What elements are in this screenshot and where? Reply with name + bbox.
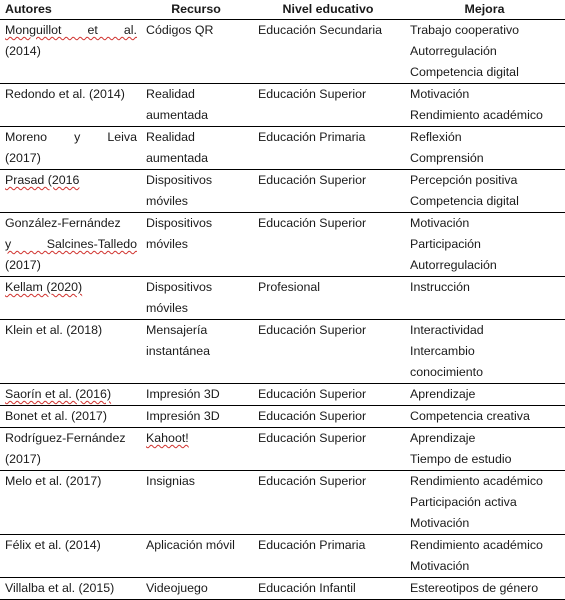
cell-autores	[0, 471, 140, 535]
cell-mejora	[404, 406, 565, 428]
recurso-line: Insignias	[146, 474, 195, 488]
autores-line: González-Fernández	[5, 216, 121, 230]
autores-line: (2017)	[5, 258, 41, 272]
cell-mejora	[404, 277, 565, 320]
recurso-line: Dispositivos	[146, 216, 213, 230]
cell-autores	[0, 384, 140, 406]
recurso-line: Realidad	[146, 87, 195, 101]
recurso-line: móviles	[146, 194, 188, 208]
recurso-line: Mensajería	[146, 323, 208, 337]
table-row	[0, 213, 565, 277]
cell-autores	[0, 320, 140, 384]
autores-line: Prasad (2016	[5, 173, 80, 187]
cell-recurso	[140, 578, 252, 600]
table-row	[0, 170, 565, 213]
recurso-line: Kahoot!	[146, 431, 189, 445]
recurso-line: aumentada	[146, 151, 209, 165]
mejora-line: Aprendizaje	[410, 431, 476, 445]
cell-autores	[0, 213, 140, 277]
cell-mejora	[404, 20, 565, 84]
autores-line: Félix et al. (2014)	[5, 538, 101, 552]
autores-line: (2017)	[5, 452, 41, 466]
mejora-line: Tiempo de estudio	[410, 452, 512, 466]
mejora-line: Rendimiento académico	[410, 474, 543, 488]
autores-line: (2017)	[5, 151, 41, 165]
autores-line: Bonet et al. (2017)	[5, 409, 107, 423]
cell-nivel: Profesional	[252, 277, 404, 320]
cell-recurso	[140, 320, 252, 384]
mejora-line: Interactividad	[410, 323, 484, 337]
table-row	[0, 84, 565, 127]
mejora-line: Autorregulación	[410, 44, 497, 58]
header-nivel: Nivel educativo	[252, 0, 404, 20]
table-row	[0, 277, 565, 320]
cell-mejora	[404, 384, 565, 406]
recurso-line: Dispositivos	[146, 280, 213, 294]
cell-recurso	[140, 406, 252, 428]
header-row	[0, 0, 565, 20]
cell-autores	[0, 535, 140, 578]
cell-recurso	[140, 127, 252, 170]
cell-nivel: Educación Primaria	[252, 127, 404, 170]
autores-line: Redondo et al. (2014)	[5, 87, 125, 101]
cell-nivel: Educación Superior	[252, 384, 404, 406]
header-recurso: Recurso	[140, 0, 252, 20]
mejora-line: Motivación	[410, 559, 470, 573]
mejora-line: Competencia digital	[410, 65, 519, 79]
recurso-line: aumentada	[146, 108, 209, 122]
cell-nivel: Educación Superior	[252, 170, 404, 213]
table-row	[0, 20, 565, 84]
cell-autores	[0, 277, 140, 320]
cell-recurso	[140, 384, 252, 406]
mejora-line: Rendimiento académico	[410, 538, 543, 552]
cell-recurso	[140, 277, 252, 320]
mejora-line: Comprensión	[410, 151, 484, 165]
cell-recurso	[140, 213, 252, 277]
cell-autores	[0, 428, 140, 471]
recurso-line: móviles	[146, 237, 188, 251]
cell-autores	[0, 127, 140, 170]
autores-line: Saorín et al. (2016)	[5, 387, 112, 401]
cell-mejora	[404, 535, 565, 578]
mejora-line: Motivación	[410, 87, 470, 101]
cell-nivel: Educación Secundaria	[252, 20, 404, 84]
mejora-line: Participación	[410, 237, 481, 251]
cell-recurso	[140, 170, 252, 213]
recurso-line: instantánea	[146, 344, 211, 358]
cell-mejora	[404, 428, 565, 471]
table-row	[0, 406, 565, 428]
table-row	[0, 127, 565, 170]
cell-nivel: Educación Superior	[252, 406, 404, 428]
cell-mejora	[404, 320, 565, 384]
cell-nivel: Educación Superior	[252, 471, 404, 535]
table-row	[0, 384, 565, 406]
mejora-line: Aprendizaje	[410, 387, 476, 401]
mejora-line: Competencia digital	[410, 194, 519, 208]
recurso-line: Impresión 3D	[146, 387, 220, 401]
autores-line: Villalba et al. (2015)	[5, 581, 115, 595]
autores-line: Rodríguez-Fernández	[5, 431, 126, 445]
recurso-line: Dispositivos	[146, 173, 213, 187]
cell-nivel: Educación Superior	[252, 320, 404, 384]
cell-nivel: Educación Superior	[252, 84, 404, 127]
autores-line: y Salcines-Talledo	[5, 237, 137, 251]
table-row	[0, 428, 565, 471]
cell-recurso	[140, 20, 252, 84]
mejora-line: Motivación	[410, 516, 470, 530]
table-row	[0, 320, 565, 384]
mejora-line: Motivación	[410, 216, 470, 230]
mejora-line: Reflexión	[410, 130, 462, 144]
cell-nivel: Educación Superior	[252, 213, 404, 277]
recurso-line: Videojuego	[146, 581, 208, 595]
autores-line: Melo et al. (2017)	[5, 474, 102, 488]
cell-autores	[0, 170, 140, 213]
cell-mejora	[404, 578, 565, 600]
mejora-line: Estereotipos de género	[410, 581, 539, 595]
mejora-line: Autorregulación	[410, 258, 497, 272]
mejora-line: Trabajo cooperativo	[410, 23, 520, 37]
cell-autores	[0, 84, 140, 127]
mejora-line: Participación activa	[410, 495, 517, 509]
cell-recurso	[140, 84, 252, 127]
mejora-line: Intercambio	[410, 344, 475, 358]
cell-autores	[0, 20, 140, 84]
mejora-line: Competencia creativa	[410, 409, 530, 423]
cell-nivel: Educación Primaria	[252, 535, 404, 578]
autores-line: Moreno y Leiva	[5, 130, 137, 144]
mejora-line: conocimiento	[410, 365, 484, 379]
cell-mejora	[404, 170, 565, 213]
mejora-line: Rendimiento académico	[410, 108, 543, 122]
table-row	[0, 535, 565, 578]
table-row	[0, 471, 565, 535]
cell-autores	[0, 406, 140, 428]
header-autores: Autores	[0, 0, 140, 20]
recurso-line: Impresión 3D	[146, 409, 220, 423]
recurso-line: Aplicación móvil	[146, 538, 235, 552]
recurso-line: Códigos QR	[146, 23, 214, 37]
cell-recurso	[140, 535, 252, 578]
table-row	[0, 578, 565, 600]
cell-recurso	[140, 471, 252, 535]
cell-mejora	[404, 127, 565, 170]
autores-line: Kellam (2020)	[5, 280, 83, 294]
autores-line: Klein et al. (2018)	[5, 323, 103, 337]
autores-line: (2014)	[5, 44, 41, 58]
recurso-line: móviles	[146, 301, 188, 315]
cell-recurso	[140, 428, 252, 471]
recurso-line: Realidad	[146, 130, 195, 144]
mejora-line: Percepción positiva	[410, 173, 518, 187]
header-mejora: Mejora	[404, 0, 565, 20]
cell-nivel: Educación Infantil	[252, 578, 404, 600]
cell-autores	[0, 578, 140, 600]
autores-line: Monguillot et al.	[5, 23, 137, 37]
mejora-line: Instrucción	[410, 280, 470, 294]
cell-nivel: Educación Superior	[252, 428, 404, 471]
cell-mejora	[404, 213, 565, 277]
cell-mejora	[404, 84, 565, 127]
cell-mejora	[404, 471, 565, 535]
